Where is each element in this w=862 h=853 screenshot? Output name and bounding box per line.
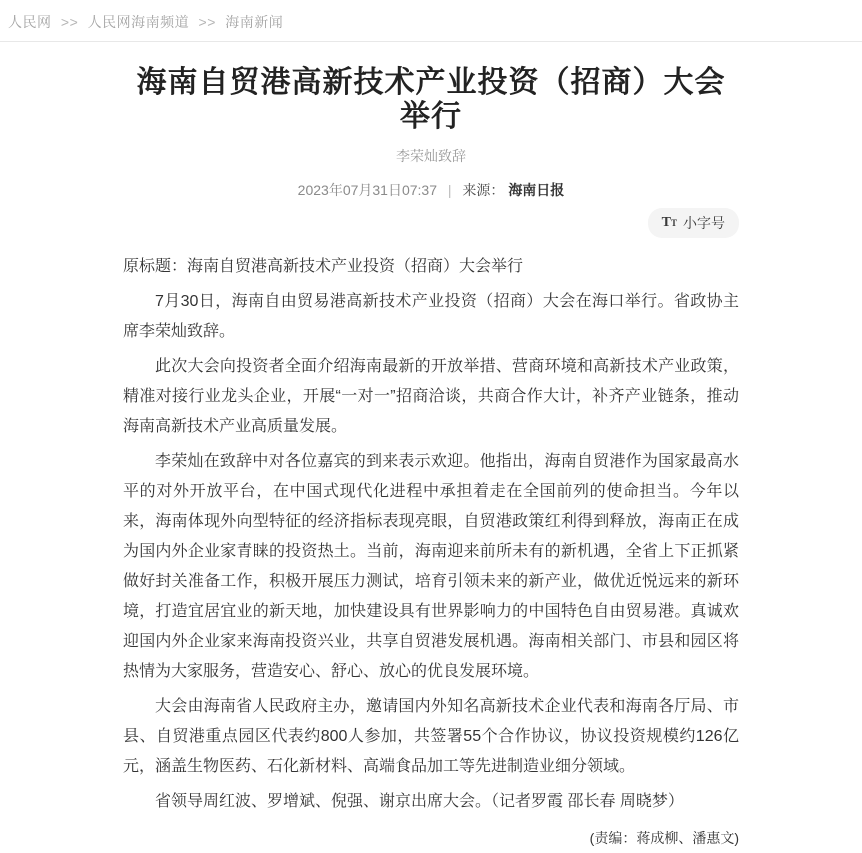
article-subtitle: 李荣灿致辞: [396, 148, 466, 164]
breadcrumb: [0, 0, 862, 41]
font-size-button-label: 小字号: [683, 215, 725, 231]
article-meta: [123, 180, 739, 200]
page-title: 海南自贸港高新技术产业投资（招商）大会举行: [136, 66, 726, 133]
breadcrumb-separator: >>: [198, 14, 216, 30]
source-link[interactable]: 海南日报: [508, 182, 565, 198]
font-size-button[interactable]: [648, 208, 739, 238]
header-divider: [0, 41, 862, 42]
article-toolbar: [123, 208, 739, 238]
article-paragraph: 7月30日，海南自由贸易港高新技术产业投资（招商）大会在海口举行。省政协主席李荣灿致辞。: [123, 293, 739, 340]
editor-credit: (责编：蒋成柳、潘惠文): [589, 830, 739, 846]
font-size-icon: T T: [661, 215, 677, 230]
source-label: 来源：: [462, 182, 505, 198]
breadcrumb-link-hainan-news[interactable]: 海南新闻: [225, 14, 284, 30]
article-paragraph: 李荣灿在致辞中对各位嘉宾的到来表示欢迎。他指出，海南自贸港作为国家最高水平的对外开放平台，在中国式现代化进程中承担着走在全国前列的使命担当。今年以来，海南体现外向型特征的经济指标表现亮眼，自贸港政策红利得到释放，海南正在成为国内外企业家青睐的投资热土。当前，海南迎来前所未有的新机遇，全省上下正抓紧做好封关准备工作，积极开展压力测试，培育引领未来的新产业，做优近悦远来的新环境，打造宜居宜业的新天地，加快建设具有世界影响力的中国特色自由贸易港。真诚欢迎国内外企业家来海南投资兴业，共享自贸港发展机遇。海南相关部门、市县和园区将热情为大家服务，营造安心、舒心、放心的优良发展环境。: [123, 453, 739, 680]
breadcrumb-link-hainan-channel[interactable]: 人民网海南频道: [87, 14, 190, 30]
breadcrumb-link-peoples-net[interactable]: 人民网: [8, 14, 52, 30]
publish-date: 2023年07月31日07:37: [297, 182, 437, 198]
article-body: [123, 252, 739, 853]
article-paragraph: 大会由海南省人民政府主办，邀请国内外知名高新技术企业代表和海南各厅局、市县、自贸港重点园区代表约800人参加，共签署55个合作协议，协议投资规模约126亿元，涵盖生物医药、石化新材料、高端食品加工等先进制造业细分领域。: [123, 698, 739, 775]
meta-separator: |: [447, 182, 452, 198]
article-paragraph: 此次大会向投资者全面介绍海南最新的开放举措、营商环境和高新技术产业政策，精准对接行业龙头企业，开展“一对一”招商洽谈，共商合作大计，补齐产业链条，推动海南高新技术产业高质量发展。: [123, 358, 739, 435]
original-title-line: [123, 252, 739, 282]
original-title-label: 原标题：: [123, 258, 188, 275]
original-title-text: 海南自贸港高新技术产业投资（招商）大会举行: [187, 258, 524, 275]
article-content: [123, 66, 739, 853]
article-paragraph: 省领导周红波、罗增斌、倪强、谢京出席大会。（记者罗霞 邵长春 周晓梦）: [155, 793, 684, 810]
breadcrumb-separator: >>: [60, 14, 79, 30]
